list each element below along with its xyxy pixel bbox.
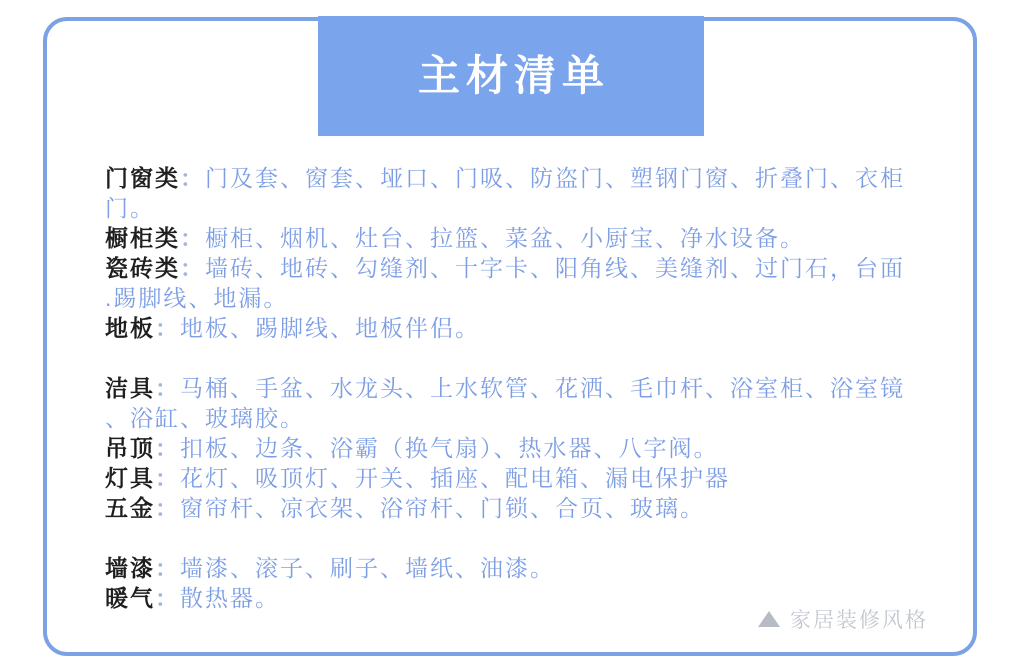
materials-list bbox=[105, 163, 909, 613]
category-colon: ： bbox=[155, 375, 180, 401]
category-items: 墙漆、滚子、刷子、墙纸、油漆。 bbox=[180, 555, 555, 581]
category-label: 暖气 bbox=[105, 585, 155, 611]
category-label: 洁具 bbox=[105, 375, 155, 401]
category-items: 花灯、吸顶灯、开关、插座、配电箱、漏电保护器 bbox=[180, 465, 730, 491]
category-colon: ： bbox=[155, 585, 180, 611]
page-title: 主材清单 bbox=[417, 52, 610, 99]
category-label: 橱柜类 bbox=[105, 225, 180, 251]
category-items: 扣板、边条、浴霸（换气扇）、热水器、八字阀。 bbox=[180, 435, 719, 461]
category-items: 散热器。 bbox=[180, 585, 280, 611]
category-colon: ： bbox=[180, 255, 205, 281]
category-wall-paint bbox=[105, 553, 909, 583]
category-colon: ： bbox=[155, 315, 180, 341]
category-colon: ： bbox=[155, 435, 180, 461]
category-items: 窗帘杆、凉衣架、浴帘杆、门锁、合页、玻璃。 bbox=[180, 495, 705, 521]
category-label: 五金 bbox=[105, 495, 155, 521]
category-tiles bbox=[105, 253, 909, 313]
category-colon: ： bbox=[180, 225, 205, 251]
category-items: 地板、踢脚线、地板伴侣。 bbox=[180, 315, 480, 341]
category-items: 墙砖、地砖、勾缝剂、十字卡、阳角线、美缝剂、过门石，台面.踢脚线、地漏。 bbox=[105, 255, 905, 311]
category-label: 门窗类 bbox=[105, 165, 180, 191]
category-label: 灯具 bbox=[105, 465, 155, 491]
category-ceiling bbox=[105, 433, 909, 463]
category-lighting bbox=[105, 463, 909, 493]
category-hardware bbox=[105, 493, 909, 523]
category-items: 橱柜、烟机、灶台、拉篮、菜盆、小厨宝、净水设备。 bbox=[205, 225, 805, 251]
watermark-text: 家居装修风格 bbox=[790, 609, 928, 632]
category-items: 马桶、手盆、水龙头、上水软管、花洒、毛巾杆、浴室柜、浴室镜、浴缸、玻璃胶。 bbox=[105, 375, 905, 431]
category-colon: ： bbox=[180, 165, 205, 191]
category-doors-windows bbox=[105, 163, 909, 223]
watermark bbox=[758, 604, 928, 634]
category-flooring bbox=[105, 313, 909, 343]
category-items: 门及套、窗套、垭口、门吸、防盗门、塑钢门窗、折叠门、衣柜门。 bbox=[105, 165, 905, 221]
category-label: 吊顶 bbox=[105, 435, 155, 461]
category-label: 地板 bbox=[105, 315, 155, 341]
category-colon: ： bbox=[155, 555, 180, 581]
category-colon: ： bbox=[155, 495, 180, 521]
category-cabinets bbox=[105, 223, 909, 253]
triangle-up-icon bbox=[758, 611, 780, 627]
category-label: 瓷砖类 bbox=[105, 255, 180, 281]
category-colon: ： bbox=[155, 465, 180, 491]
category-sanitary bbox=[105, 373, 909, 433]
header-banner bbox=[318, 16, 704, 136]
category-label: 墙漆 bbox=[105, 555, 155, 581]
